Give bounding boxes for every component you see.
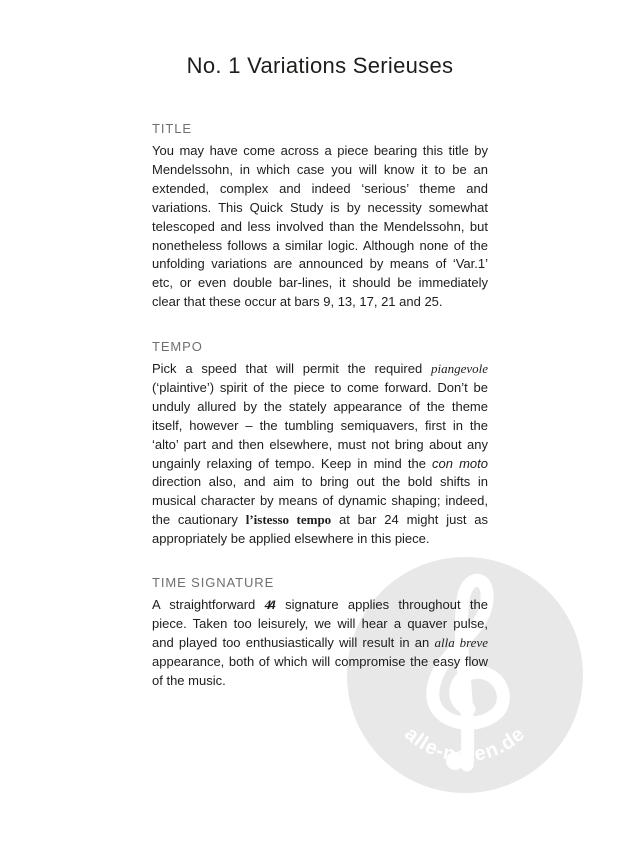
text-run: direction also, and aim to bring out the bold shifts in musical character by means of dynamic shaping; indeed, the cautionary xyxy=(152,474,488,528)
section-body xyxy=(152,360,488,549)
section-body xyxy=(152,596,488,691)
text-run: signature applies throughout the piece. Taken too leisurely, we will hear a quaver pulse, and played too enthusiastically will result in an xyxy=(152,597,488,650)
text-run: A straightforward xyxy=(152,597,265,612)
watermark-text: alle-noten.de xyxy=(400,722,530,767)
term-piangevole: piangevole xyxy=(430,361,488,376)
text-run: Pick a speed that will permit the required xyxy=(152,361,431,376)
page-title: No. 1 Variations Serieuses xyxy=(186,53,454,78)
term-con-moto: con moto xyxy=(432,455,488,471)
section-body: You may have come across a piece bearing this title by Mendelssohn, in which case you will know it to be an extended, complex and indeed ‘serious’ theme and variations. This Quick Study is by necessity somewhat telescoped and less involved than the Mendelssohn, but nonetheless follows a similar logic. Although none of the unfolding variations are announced by means of ‘Var.1’ etc, or even double bar-lines, it should be immediately clear that these occur at bars 9, 13, 17, 21 and 25. xyxy=(152,143,488,310)
term-listesso-tempo: l’istesso tempo xyxy=(245,512,332,528)
section-tempo xyxy=(152,338,488,549)
section-time-signature xyxy=(152,574,488,691)
text-run: (‘plaintive’) spirit of the piece to come forward. Don’t be unduly allured by the stately appearance of the theme itself, however – the tumbling semiquavers, first in the ‘alto’ part and then elsewhere, must not bring about any ungainly relaxing of tempo. Keep in mind the xyxy=(152,379,488,471)
term-alla-breve: alla breve xyxy=(434,634,488,650)
section-heading: TIME SIGNATURE xyxy=(152,575,275,590)
time-signature-symbol: 4⁄4 xyxy=(264,597,274,612)
section-heading: TEMPO xyxy=(152,339,203,354)
text-run: appearance, both of which will compromise the easy flow of the music. xyxy=(152,653,488,688)
section-title xyxy=(152,120,488,312)
text-run: at bar 24 might just as appropriately be applied elsewhere in this piece. xyxy=(152,512,489,547)
section-heading: TITLE xyxy=(152,121,192,136)
